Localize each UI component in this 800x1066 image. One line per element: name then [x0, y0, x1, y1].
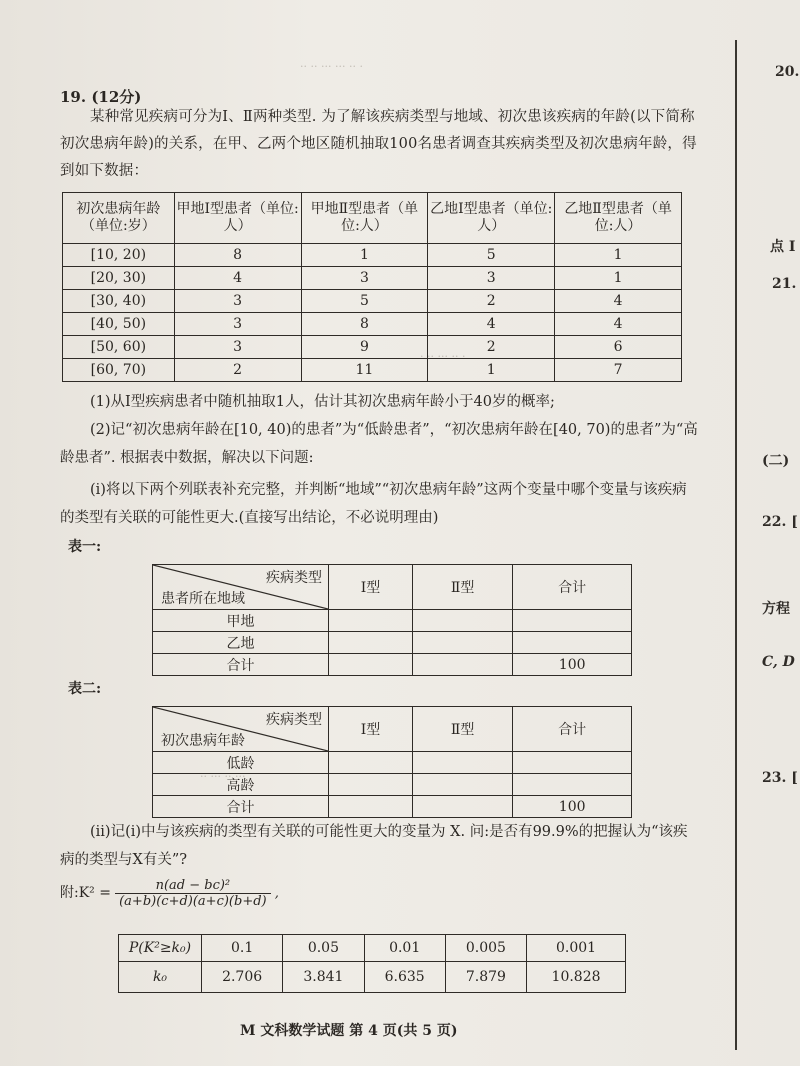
table-cell: 8 — [301, 313, 428, 336]
p-value-cell: 0.005 — [445, 935, 526, 962]
p-value-cell: 0.1 — [202, 935, 283, 962]
formula-numerator: n(ad − bc)² — [115, 878, 271, 894]
table-cell: 1 — [555, 244, 682, 267]
table-cell: 1 — [301, 244, 428, 267]
col-header: Ⅰ型 — [329, 565, 413, 610]
p-value-cell: 0.05 — [283, 935, 364, 962]
table-cell: 2 — [428, 336, 555, 359]
right-margin-q21: 21. — [772, 276, 797, 292]
blank-cell[interactable] — [513, 752, 632, 774]
table-cell: 1 — [428, 359, 555, 382]
p-value-cell: 0.01 — [364, 935, 445, 962]
diag-bottom-label: 初次患病年龄 — [161, 733, 245, 749]
table-cell: 3 — [174, 313, 301, 336]
formula-denominator: (a+b)(c+d)(a+c)(b+d) — [119, 894, 267, 909]
row-header: 合计 — [153, 654, 329, 676]
diag-top-label: 疾病类型 — [266, 570, 322, 586]
blank-cell[interactable] — [513, 774, 632, 796]
formula-prefix: 附:K² = — [60, 885, 111, 901]
row-label: k₀ — [119, 962, 202, 993]
right-margin-fangcheng: 方程 — [762, 601, 790, 617]
table-cell: 2 — [428, 290, 555, 313]
table-header: 甲地Ⅱ型患者（单位:人） — [301, 193, 428, 244]
table-cell: 3 — [174, 290, 301, 313]
critical-value-table — [118, 934, 626, 993]
table-cell: 4 — [555, 290, 682, 313]
table2-label: 表二: — [68, 681, 102, 697]
table-cell: 9 — [301, 336, 428, 359]
table-cell: 8 — [174, 244, 301, 267]
blank-cell[interactable] — [329, 610, 413, 632]
blank-cell[interactable] — [513, 610, 632, 632]
table-cell: 3 — [174, 336, 301, 359]
table-row — [63, 267, 682, 290]
k-squared-formula — [60, 878, 279, 909]
table2-diagonal-header — [153, 707, 329, 752]
formula-fraction — [115, 878, 271, 909]
blank-cell[interactable] — [413, 796, 513, 818]
diag-top-label: 疾病类型 — [266, 712, 322, 728]
page-footer: M 文科数学试题 第 4 页(共 5 页) — [240, 1023, 458, 1039]
table-cell: [30, 40) — [63, 290, 175, 313]
diag-bottom-label: 患者所在地域 — [161, 591, 245, 607]
bleed-through-text: ·· ·· ··· ··· ·· · — [300, 60, 363, 73]
table-cell: 3 — [428, 267, 555, 290]
blank-cell[interactable] — [329, 632, 413, 654]
blank-cell[interactable] — [329, 654, 413, 676]
col-header: 合计 — [513, 707, 632, 752]
table-cell: 11 — [301, 359, 428, 382]
question-number: 19. (12分) — [60, 88, 142, 106]
row-header: 乙地 — [153, 632, 329, 654]
table-cell: 5 — [301, 290, 428, 313]
contingency-table-2 — [152, 706, 632, 818]
right-margin-cd: C, D — [762, 654, 795, 670]
table-row — [63, 359, 682, 382]
row-label: P(K²≥k₀) — [119, 935, 202, 962]
p-value-cell: 0.001 — [527, 935, 626, 962]
blank-cell[interactable] — [329, 796, 413, 818]
blank-cell[interactable] — [513, 632, 632, 654]
data-table — [62, 192, 682, 382]
k-value-cell: 2.706 — [202, 962, 283, 993]
k-value-cell: 7.879 — [445, 962, 526, 993]
right-margin-er: (二) — [762, 453, 790, 469]
table-header: 甲地Ⅰ型患者（单位:人） — [174, 193, 301, 244]
part-2-i: (ⅰ)将以下两个列联表补充完整，并判断“地域”“初次患病年龄”这两个变量中哪个变量与该疾病的类型有关联的可能性更大.(直接写出结论，不必说明理由) — [60, 482, 687, 526]
blank-cell[interactable] — [413, 632, 513, 654]
bleed-through-text: ·· ··· ·· ··· — [200, 770, 246, 783]
blank-cell[interactable] — [329, 774, 413, 796]
part-2-ii: (ⅱ)记(ⅰ)中与该疾病的类型有关联的可能性更大的变量为 X. 问:是否有99.9%的把握认为“该疾病的类型与X有关”? — [60, 824, 688, 868]
table-header: 初次患病年龄（单位:岁） — [63, 193, 175, 244]
row-header: 低龄 — [153, 752, 329, 774]
table-cell: 6 — [555, 336, 682, 359]
part-2: (2)记“初次患病年龄在[10, 40)的患者”为“低龄患者”，“初次患病年龄在[40, 70)的患者”为“高龄患者”. 根据表中数据，解决以下问题: — [60, 422, 698, 466]
table-cell: 5 — [428, 244, 555, 267]
table-header: 乙地Ⅱ型患者（单位:人） — [555, 193, 682, 244]
col-header: Ⅰ型 — [329, 707, 413, 752]
table-cell: [40, 50) — [63, 313, 175, 336]
right-margin-dian: 点 I — [770, 239, 796, 255]
right-margin-q23: 23. [ — [762, 770, 798, 786]
row-header: 甲地 — [153, 610, 329, 632]
table-cell: 4 — [555, 313, 682, 336]
row-header: 合计 — [153, 796, 329, 818]
question-intro: 某种常见疾病可分为Ⅰ、Ⅱ两种类型. 为了解该疾病类型与地域、初次患该疾病的年龄(以下简称初次患病年龄)的关系，在甲、乙两个地区随机抽取100名患者调查其疾病类型及初次患病年龄，得到如下数据： — [60, 109, 697, 179]
table-row — [63, 290, 682, 313]
part-1: (1)从Ⅰ型疾病患者中随机抽取1人，估计其初次患病年龄小于40岁的概率; — [90, 394, 555, 410]
table-row — [63, 244, 682, 267]
contingency-table-1 — [152, 564, 632, 676]
row-header: 高龄 — [153, 774, 329, 796]
k-value-cell: 3.841 — [283, 962, 364, 993]
table1-label: 表一: — [68, 539, 102, 555]
bleed-through-text: · ·· ··· ·· · — [420, 350, 466, 363]
k-value-cell: 6.635 — [364, 962, 445, 993]
table-cell: 3 — [301, 267, 428, 290]
table-cell: [20, 30) — [63, 267, 175, 290]
blank-cell[interactable] — [413, 654, 513, 676]
column-divider — [735, 40, 737, 1050]
right-margin-q20: 20. — [775, 64, 800, 80]
table-cell: [50, 60) — [63, 336, 175, 359]
table-cell: 4 — [174, 267, 301, 290]
col-header: Ⅱ型 — [413, 707, 513, 752]
table-row — [63, 336, 682, 359]
col-header: Ⅱ型 — [413, 565, 513, 610]
right-margin-q22: 22. [ — [762, 514, 798, 530]
table-cell: 4 — [428, 313, 555, 336]
table1-diagonal-header — [153, 565, 329, 610]
total-cell: 100 — [513, 796, 632, 818]
total-cell: 100 — [513, 654, 632, 676]
k-value-cell: 10.828 — [527, 962, 626, 993]
table-cell: [60, 70) — [63, 359, 175, 382]
table-header: 乙地Ⅰ型患者（单位:人） — [428, 193, 555, 244]
table-cell: 1 — [555, 267, 682, 290]
table-row — [63, 313, 682, 336]
blank-cell[interactable] — [413, 774, 513, 796]
formula-suffix: , — [274, 886, 279, 901]
table-cell: 7 — [555, 359, 682, 382]
table-cell: 2 — [174, 359, 301, 382]
table-cell: [10, 20) — [63, 244, 175, 267]
blank-cell[interactable] — [329, 752, 413, 774]
blank-cell[interactable] — [413, 752, 513, 774]
col-header: 合计 — [513, 565, 632, 610]
blank-cell[interactable] — [413, 610, 513, 632]
